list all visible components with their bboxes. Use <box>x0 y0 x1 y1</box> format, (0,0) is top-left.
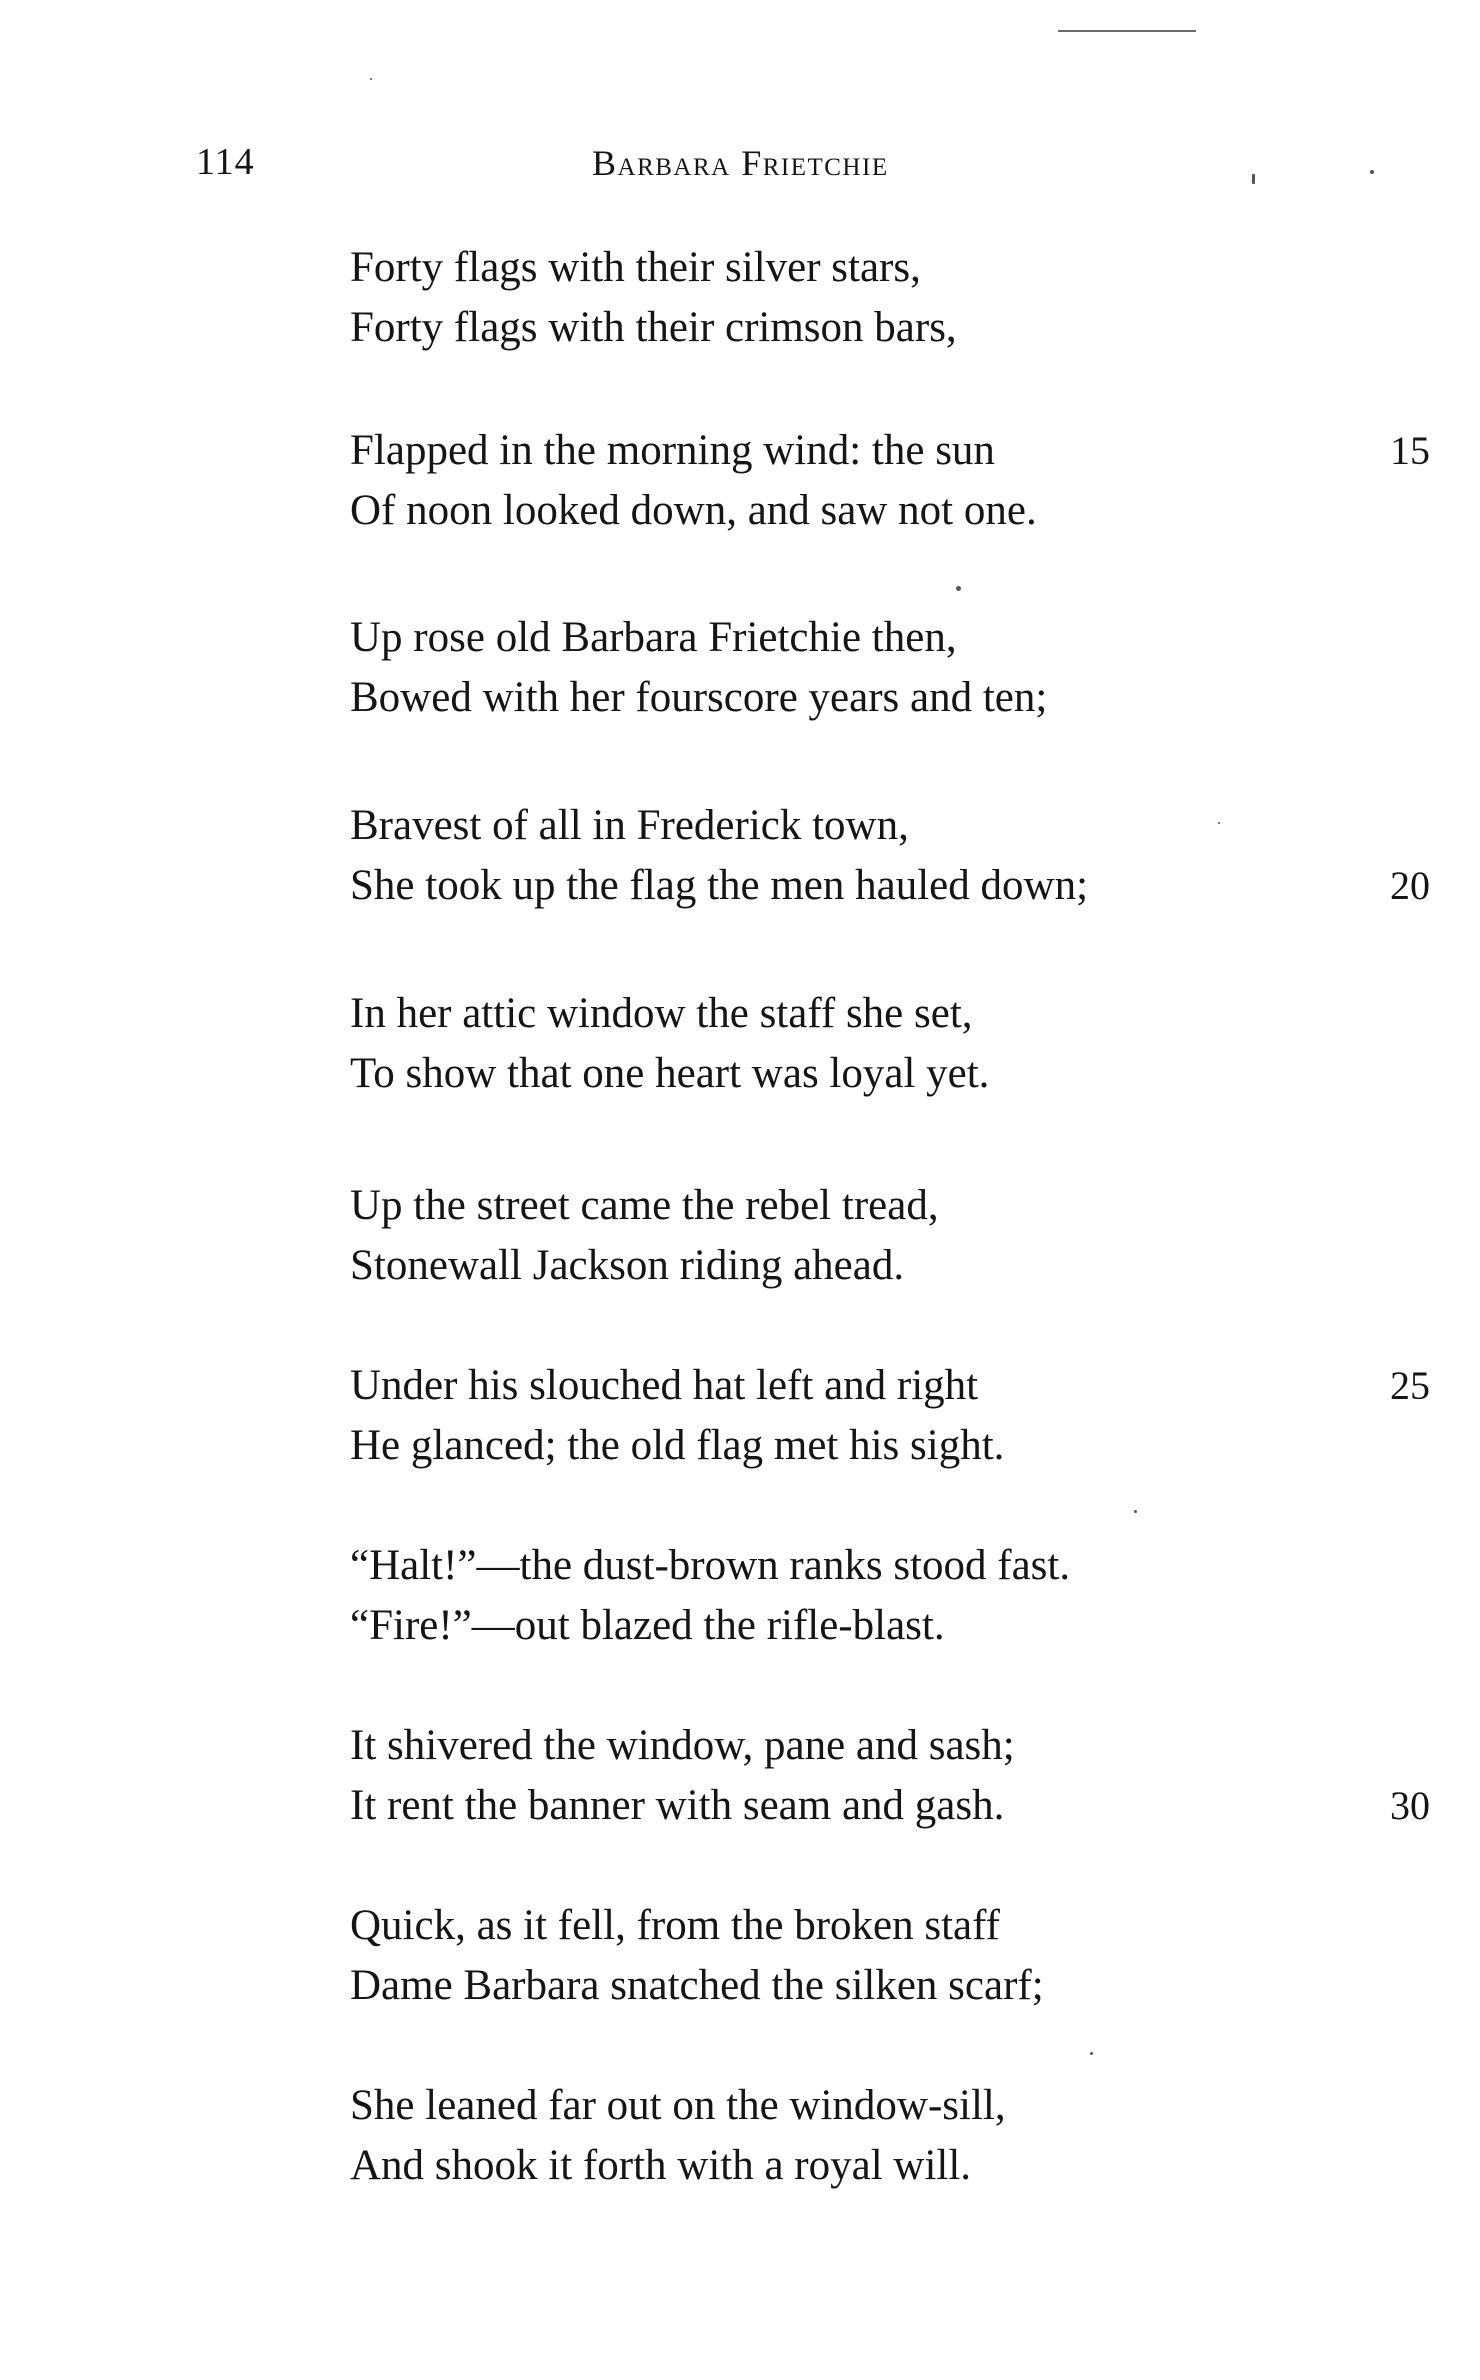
line-text: It rent the banner with seam and gash. <box>350 1782 1005 1829</box>
poem-line <box>350 1896 1410 1956</box>
poem-line <box>350 1956 1410 2016</box>
stanza <box>350 608 1410 728</box>
line-text: Of noon looked down, and saw not one. <box>350 487 1037 534</box>
line-text: Up the street came the rebel tread, <box>350 1182 939 1229</box>
poem-line <box>350 1176 1410 1236</box>
poem-line <box>350 1596 1410 1656</box>
line-text: Dame Barbara snatched the silken scarf; <box>350 1962 1044 2009</box>
poem-line <box>350 1356 1430 1416</box>
line-text: Under his slouched hat left and right <box>350 1362 979 1409</box>
line-text: She took up the flag the men hauled down; <box>350 862 1089 909</box>
poem-line <box>350 1236 1410 1296</box>
line-text: And shook it forth with a royal will. <box>350 2142 972 2189</box>
line-text: “Halt!”—the dust-brown ranks stood fast. <box>350 1542 1071 1589</box>
poem-line <box>350 481 1410 541</box>
poem-line <box>350 1416 1410 1476</box>
stanza <box>350 238 1410 358</box>
poem-line <box>350 668 1410 728</box>
poem-line <box>350 608 1410 668</box>
poem-line <box>350 298 1410 358</box>
line-text: Forty flags with their crimson bars, <box>350 304 957 351</box>
line-text: Forty flags with their silver stars, <box>350 244 921 291</box>
poem-line <box>350 1716 1410 1776</box>
stanza <box>350 1896 1410 2016</box>
line-text: Up rose old Barbara Frietchie then, <box>350 614 957 661</box>
stanza <box>350 796 1430 916</box>
poem-line <box>350 796 1410 856</box>
page-number: 114 <box>196 141 255 183</box>
stanza <box>350 984 1410 1104</box>
stanza <box>350 2076 1410 2196</box>
line-number: 25 <box>1390 1363 1430 1408</box>
line-text: Bravest of all in Frederick town, <box>350 802 909 849</box>
stanza <box>350 1536 1410 1656</box>
poem-line <box>350 984 1410 1044</box>
poem-line <box>350 856 1430 916</box>
poem-line <box>350 238 1410 298</box>
running-title: Barbara Frietchie <box>592 143 889 183</box>
poem-line <box>350 421 1430 481</box>
line-number: 20 <box>1390 863 1430 908</box>
line-text: Bowed with her fourscore years and ten; <box>350 674 1048 721</box>
stanza <box>350 1716 1430 1836</box>
stanza <box>350 1176 1410 1296</box>
poem-line <box>350 1536 1410 1596</box>
poem-line <box>350 1044 1410 1104</box>
stanza <box>350 421 1430 541</box>
line-text: She leaned far out on the window-sill, <box>350 2082 1006 2129</box>
poem-line <box>350 2076 1410 2136</box>
line-number: 15 <box>1390 428 1430 473</box>
poem-line <box>350 1776 1430 1836</box>
line-number: 30 <box>1390 1783 1430 1828</box>
line-text: It shivered the window, pane and sash; <box>350 1722 1015 1769</box>
stanza <box>350 1356 1430 1476</box>
line-text: In her attic window the staff she set, <box>350 990 973 1037</box>
poem-line <box>350 2136 1410 2196</box>
line-text: Stonewall Jackson riding ahead. <box>350 1242 905 1289</box>
line-text: He glanced; the old flag met his sight. <box>350 1422 1005 1469</box>
line-text: Flapped in the morning wind: the sun <box>350 427 995 474</box>
line-text: Quick, as it fell, from the broken staff <box>350 1902 1000 1949</box>
line-text: To show that one heart was loyal yet. <box>350 1050 990 1097</box>
line-text: “Fire!”—out blazed the rifle-blast. <box>350 1602 945 1649</box>
